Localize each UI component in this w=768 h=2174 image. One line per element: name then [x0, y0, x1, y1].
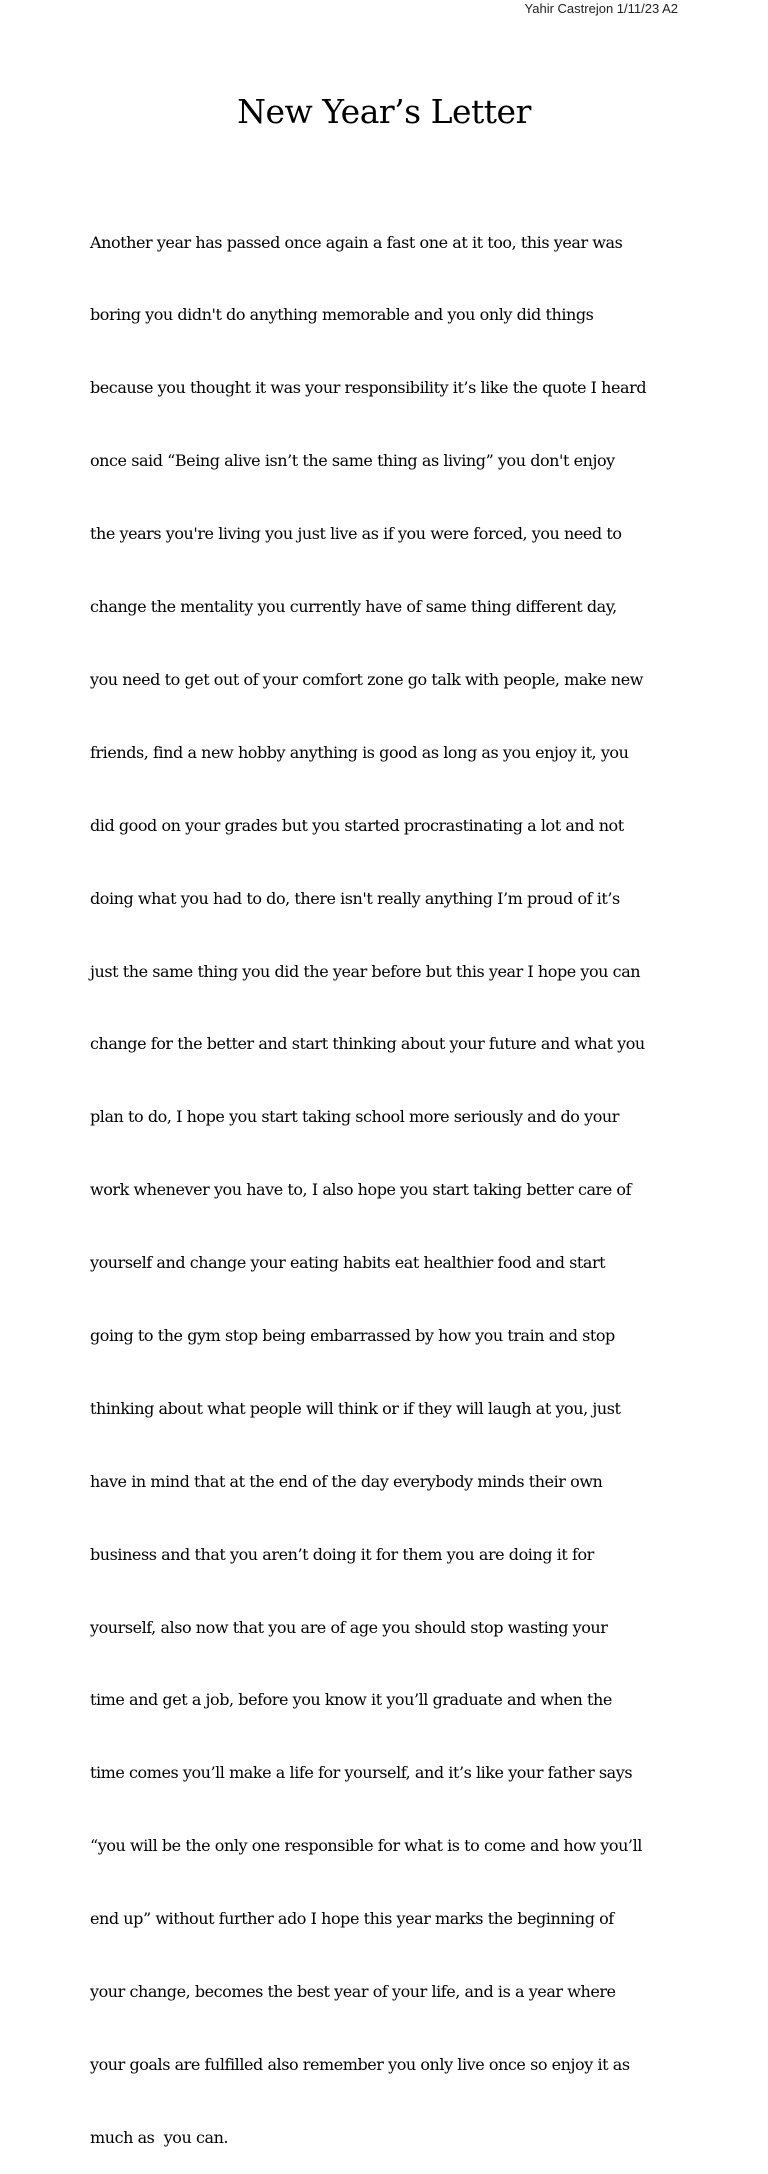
- body-line: yourself and change your eating habits eat healthier food and start: [90, 1253, 606, 1273]
- body-line: much as you can.: [90, 2127, 229, 2147]
- body-line: time and get a job, before you know it you’ll graduate and when the: [90, 1690, 612, 1710]
- body-line: plan to do, I hope you start taking school more seriously and do your: [90, 1107, 619, 1127]
- body-line: the years you're living you just live as if you were forced, you need to: [90, 524, 622, 544]
- body-line: work whenever you have to, I also hope you start taking better care of: [90, 1180, 632, 1200]
- body-line: thinking about what people will think or if they will laugh at you, just: [90, 1398, 621, 1418]
- body-line: change for the better and start thinking about your future and what you: [90, 1034, 645, 1054]
- body-line: business and that you aren’t doing it for them you are doing it for: [90, 1544, 594, 1564]
- body-line: boring you didn't do anything memorable and you only did things: [90, 305, 594, 325]
- body-line: change the mentality you currently have of same thing different day,: [90, 597, 617, 617]
- body-line: your goals are fulfilled also remember you only live once so enjoy it as: [90, 2054, 630, 2074]
- letter-body: [90, 182, 690, 2174]
- body-line: you need to get out of your comfort zone go talk with people, make new: [90, 669, 643, 689]
- body-line: because you thought it was your responsibility it’s like the quote I heard: [90, 378, 647, 398]
- body-line: have in mind that at the end of the day everybody minds their own: [90, 1471, 603, 1491]
- body-line: friends, find a new hobby anything is good as long as you enjoy it, you: [90, 742, 629, 762]
- body-line: once said “Being alive isn’t the same thing as living” you don't enjoy: [90, 451, 615, 471]
- body-line: did good on your grades but you started procrastinating a lot and not: [90, 815, 624, 835]
- body-line: yourself, also now that you are of age you should stop wasting your: [90, 1617, 608, 1637]
- page-title: New Year’s Letter: [237, 92, 531, 131]
- body-line: going to the gym stop being embarrassed by how you train and stop: [90, 1325, 615, 1345]
- body-line: doing what you had to do, there isn't really anything I’m proud of it’s: [90, 888, 620, 908]
- body-line: your change, becomes the best year of your life, and is a year where: [90, 1981, 616, 2001]
- body-line: “you will be the only one responsible for what is to come and how you’ll: [90, 1836, 642, 1856]
- body-line: just the same thing you did the year before but this year I hope you can: [90, 961, 641, 981]
- body-line: time comes you’ll make a life for yourself, and it’s like your father says: [90, 1763, 633, 1783]
- body-line: end up” without further ado I hope this year marks the beginning of: [90, 1909, 614, 1929]
- body-line: Another year has passed once again a fast one at it too, this year was: [90, 232, 623, 252]
- author-date-header: Yahir Castrejon 1/11/23 A2: [524, 1, 678, 16]
